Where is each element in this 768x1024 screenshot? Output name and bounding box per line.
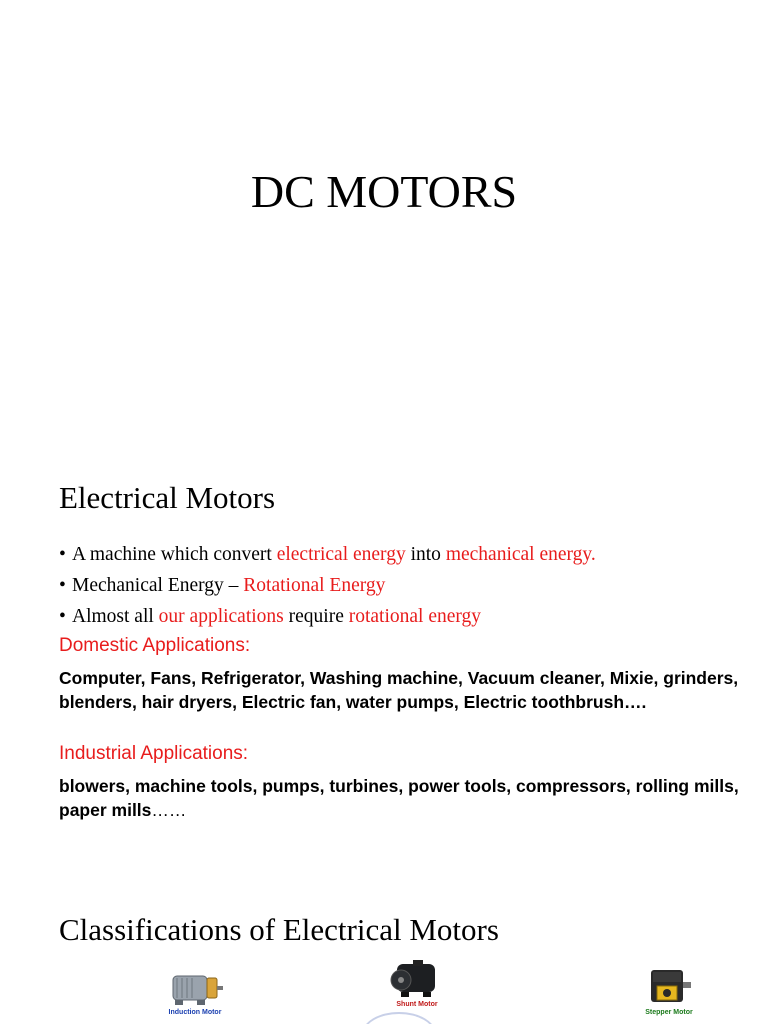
industrial-applications-text: blowers, machine tools, pumps, turbines, power tools, compressors, rolling mills, paper mills…… (59, 776, 739, 820)
bullet-item: • Almost all our applications require rotational energy (59, 606, 482, 627)
bullet-item: • A machine which convert electrical energy into mechanical energy. (59, 544, 596, 565)
motor-induction (150, 970, 240, 1017)
bullet-list (59, 539, 596, 632)
motor-shunt (372, 960, 462, 1009)
slide-title: DC MOTORS (250, 166, 518, 217)
slide-heading: Classifications of Electrical Motors (59, 912, 499, 947)
slide-dc-motors (0, 0, 768, 432)
motor-label: Induction Motor (168, 1009, 222, 1016)
slide-heading: Electrical Motors (59, 480, 276, 515)
bullet-item: • Mechanical Energy – Rotational Energy (59, 575, 386, 596)
industrial-applications-label: Industrial Applications: (59, 743, 249, 764)
shunt-motor-icon (387, 960, 447, 1000)
motor-stepper (624, 966, 714, 1017)
induction-motor-icon (165, 970, 225, 1008)
domestic-applications-label: Domestic Applications: (59, 635, 251, 656)
domestic-applications-text: Computer, Fans, Refrigerator, Washing machine, Vacuum cleaner, Mixie, grinders, blenders, hair dryers, Electric fan, water pumps, Electric toothbrush…. (59, 668, 739, 712)
diagram-arc (362, 1012, 436, 1024)
slide-electrical-motors (0, 432, 768, 864)
motor-label: Stepper Motor (645, 1009, 693, 1016)
stepper-motor-icon (639, 966, 699, 1008)
slide-classifications (0, 864, 768, 1024)
motor-label: Shunt Motor (396, 1001, 438, 1008)
